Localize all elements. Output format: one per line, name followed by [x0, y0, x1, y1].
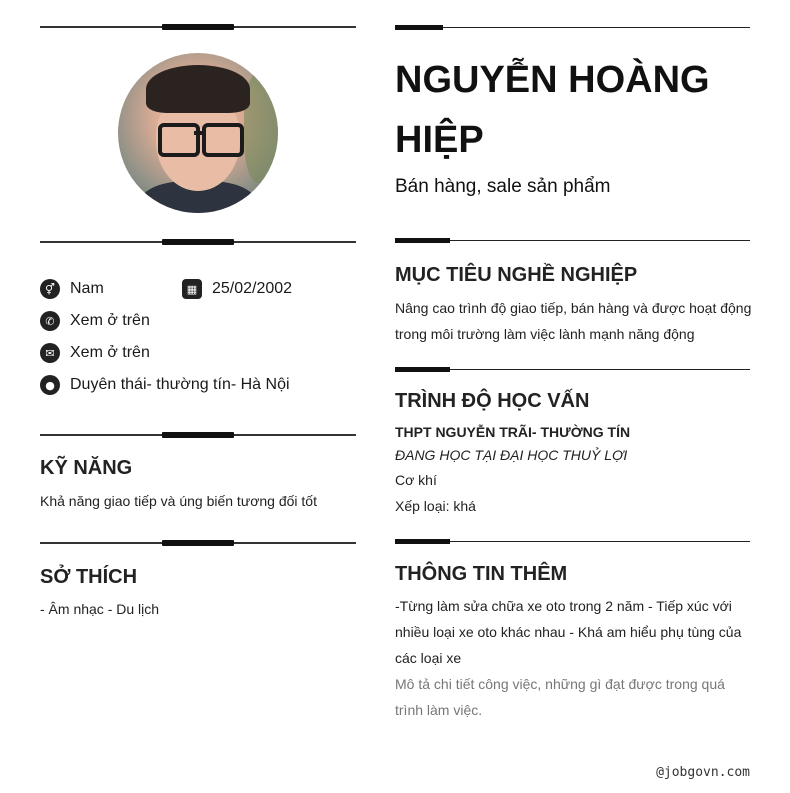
calendar-icon: ▦ — [182, 279, 202, 299]
email-row — [40, 343, 150, 363]
additional-title: THÔNG TIN THÊM — [395, 563, 568, 585]
divider-top-right — [395, 27, 750, 28]
education-major: Cơ khí — [395, 472, 437, 488]
avatar — [118, 53, 278, 213]
divider-education — [395, 369, 750, 370]
location-icon: ● — [40, 375, 60, 395]
skills-text: Khả năng giao tiếp và úng biến tương đối tốt — [40, 493, 317, 509]
phone-row — [40, 311, 150, 331]
job-title: Bán hàng, sale sản phẩm — [395, 176, 611, 197]
birthdate-text: 25/02/2002 — [212, 280, 293, 297]
gender-row — [40, 279, 104, 299]
phone-icon: ✆ — [40, 311, 60, 331]
gender-icon: ⚥ — [40, 279, 60, 299]
candidate-name: NGUYỄN HOÀNG HIỆP — [395, 59, 710, 161]
objective-text: Nâng cao trình độ giao tiếp, bán hàng và được hoạt động trong môi trường làm việc lành mạnh năng động — [395, 300, 752, 342]
address-text: Duyên thái- thường tín- Hà Nội — [70, 376, 290, 393]
address-row — [40, 375, 290, 395]
footer-watermark: @jobgovn.com — [656, 765, 750, 780]
birthdate-row — [182, 279, 292, 299]
divider-top-left — [40, 26, 356, 28]
education-status: ĐANG HỌC TẠI ĐẠI HỌC THUỶ LỢI — [395, 447, 628, 463]
education-school: THPT NGUYỄN TRÃI- THƯỜNG TÍN — [395, 424, 631, 440]
divider-objective — [395, 240, 750, 241]
education-grade: Xếp loại: khá — [395, 498, 476, 514]
objective-title: MỤC TIÊU NGHỀ NGHIỆP — [395, 264, 638, 286]
divider-below-photo — [40, 241, 356, 243]
email-text: Xem ở trên — [70, 344, 150, 361]
additional-text: -Từng làm sửa chữa xe oto trong 2 năm - Tiếp xúc với nhiều loại xe oto khác nhau - Khá am hiểu phụ tùng của các loại xe — [395, 598, 742, 666]
phone-text: Xem ở trên — [70, 312, 150, 329]
divider-skills — [40, 434, 356, 436]
skills-title: KỸ NĂNG — [40, 457, 133, 479]
email-icon: ✉ — [40, 343, 60, 363]
additional-placeholder: Mô tả chi tiết công việc, những gì đạt được trong quá trình làm việc. — [395, 676, 725, 718]
hobbies-text: - Âm nhạc - Du lịch — [40, 601, 160, 617]
hobbies-title: SỞ THÍCH — [40, 566, 138, 588]
education-title: TRÌNH ĐỘ HỌC VẤN — [395, 390, 590, 412]
divider-hobbies — [40, 542, 356, 544]
gender-text: Nam — [70, 280, 104, 297]
divider-additional — [395, 541, 750, 542]
